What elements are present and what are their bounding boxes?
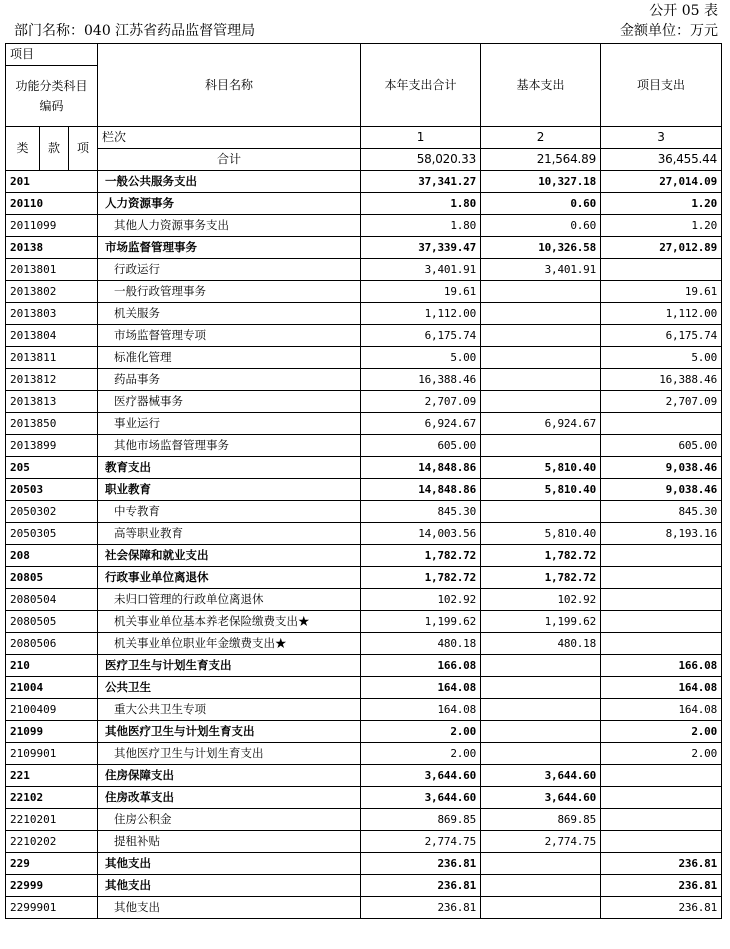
subject-name: 医疗卫生与计划生育支出 bbox=[98, 655, 361, 677]
function-code: 2080506 bbox=[6, 633, 98, 655]
subject-name: 未归口管理的行政单位离退休 bbox=[98, 589, 361, 611]
table-row bbox=[6, 325, 722, 347]
basic-expenditure bbox=[481, 347, 601, 369]
function-code: 221 bbox=[6, 765, 98, 787]
header-lanci: 栏次 bbox=[98, 127, 361, 149]
table-row bbox=[6, 655, 722, 677]
total-expenditure: 1.80 bbox=[361, 193, 481, 215]
header-project-expenditure: 项目支出 bbox=[601, 44, 722, 127]
basic-expenditure bbox=[481, 875, 601, 897]
basic-expenditure bbox=[481, 897, 601, 919]
project-expenditure: 2.00 bbox=[601, 743, 722, 765]
table-row bbox=[6, 699, 722, 721]
basic-expenditure: 6,924.67 bbox=[481, 413, 601, 435]
basic-expenditure: 869.85 bbox=[481, 809, 601, 831]
basic-expenditure: 480.18 bbox=[481, 633, 601, 655]
table-row bbox=[6, 369, 722, 391]
total-expenditure: 1,782.72 bbox=[361, 545, 481, 567]
table-row bbox=[6, 457, 722, 479]
subject-name: 其他支出 bbox=[98, 875, 361, 897]
total-sum: 58,020.33 bbox=[361, 149, 481, 171]
project-expenditure: 845.30 bbox=[601, 501, 722, 523]
subject-name: 机关服务 bbox=[98, 303, 361, 325]
subject-name: 事业运行 bbox=[98, 413, 361, 435]
subject-name: 市场监督管理专项 bbox=[98, 325, 361, 347]
table-row bbox=[6, 589, 722, 611]
total-expenditure: 14,848.86 bbox=[361, 479, 481, 501]
table-row bbox=[6, 281, 722, 303]
function-code: 2013813 bbox=[6, 391, 98, 413]
column-index-3: 3 bbox=[601, 127, 722, 149]
total-expenditure: 3,644.60 bbox=[361, 765, 481, 787]
total-expenditure: 3,644.60 bbox=[361, 787, 481, 809]
subject-name: 一般行政管理事务 bbox=[98, 281, 361, 303]
project-expenditure bbox=[601, 787, 722, 809]
subject-name: 住房改革支出 bbox=[98, 787, 361, 809]
table-row bbox=[6, 897, 722, 919]
total-expenditure: 164.08 bbox=[361, 699, 481, 721]
header-lei: 类 bbox=[6, 127, 40, 171]
total-expenditure: 166.08 bbox=[361, 655, 481, 677]
total-project: 36,455.44 bbox=[601, 149, 722, 171]
project-expenditure: 2.00 bbox=[601, 721, 722, 743]
basic-expenditure: 3,644.60 bbox=[481, 765, 601, 787]
header-kuan: 款 bbox=[40, 127, 69, 171]
header-subject-name: 科目名称 bbox=[98, 44, 361, 127]
basic-expenditure bbox=[481, 369, 601, 391]
project-expenditure: 8,193.16 bbox=[601, 523, 722, 545]
project-expenditure bbox=[601, 545, 722, 567]
header-xiang: 项 bbox=[69, 127, 98, 171]
subject-name: 其他支出 bbox=[98, 897, 361, 919]
header-basic: 基本支出 bbox=[481, 44, 601, 127]
total-expenditure: 236.81 bbox=[361, 897, 481, 919]
basic-expenditure bbox=[481, 325, 601, 347]
table-row bbox=[6, 215, 722, 237]
function-code: 2210201 bbox=[6, 809, 98, 831]
function-code: 20503 bbox=[6, 479, 98, 501]
total-label: 合计 bbox=[98, 149, 361, 171]
project-expenditure bbox=[601, 633, 722, 655]
project-expenditure: 164.08 bbox=[601, 677, 722, 699]
function-code: 21004 bbox=[6, 677, 98, 699]
project-expenditure: 605.00 bbox=[601, 435, 722, 457]
header-func-code: 功能分类科目编码 bbox=[6, 66, 98, 127]
basic-expenditure: 5,810.40 bbox=[481, 523, 601, 545]
total-expenditure: 869.85 bbox=[361, 809, 481, 831]
function-code: 2013803 bbox=[6, 303, 98, 325]
table-row bbox=[6, 611, 722, 633]
table-row bbox=[6, 743, 722, 765]
header-project: 项目 bbox=[6, 44, 98, 66]
expenditure-table bbox=[5, 43, 722, 919]
table-row bbox=[6, 347, 722, 369]
table-row bbox=[6, 677, 722, 699]
function-code: 20138 bbox=[6, 237, 98, 259]
function-code: 208 bbox=[6, 545, 98, 567]
table-row bbox=[6, 545, 722, 567]
function-code: 2299901 bbox=[6, 897, 98, 919]
subject-name: 其他支出 bbox=[98, 853, 361, 875]
project-expenditure: 236.81 bbox=[601, 897, 722, 919]
function-code: 2050302 bbox=[6, 501, 98, 523]
subject-name: 住房保障支出 bbox=[98, 765, 361, 787]
total-expenditure: 605.00 bbox=[361, 435, 481, 457]
function-code: 2013812 bbox=[6, 369, 98, 391]
subject-name: 市场监督管理事务 bbox=[98, 237, 361, 259]
function-code: 2013802 bbox=[6, 281, 98, 303]
basic-expenditure: 2,774.75 bbox=[481, 831, 601, 853]
table-row bbox=[6, 435, 722, 457]
project-expenditure: 9,038.46 bbox=[601, 457, 722, 479]
project-expenditure bbox=[601, 765, 722, 787]
subject-name: 一般公共服务支出 bbox=[98, 171, 361, 193]
column-index-1: 1 bbox=[361, 127, 481, 149]
table-row bbox=[6, 391, 722, 413]
project-expenditure: 236.81 bbox=[601, 875, 722, 897]
table-row bbox=[6, 237, 722, 259]
basic-expenditure bbox=[481, 853, 601, 875]
project-expenditure: 166.08 bbox=[601, 655, 722, 677]
function-code: 20805 bbox=[6, 567, 98, 589]
header-total: 本年支出合计 bbox=[361, 44, 481, 127]
project-expenditure bbox=[601, 831, 722, 853]
total-expenditure: 14,848.86 bbox=[361, 457, 481, 479]
table-number: 公开 05 表 bbox=[649, 3, 718, 19]
table-row bbox=[6, 809, 722, 831]
total-expenditure: 3,401.91 bbox=[361, 259, 481, 281]
project-expenditure: 6,175.74 bbox=[601, 325, 722, 347]
subject-name: 提租补贴 bbox=[98, 831, 361, 853]
basic-expenditure: 1,199.62 bbox=[481, 611, 601, 633]
table-row bbox=[6, 831, 722, 853]
total-basic: 21,564.89 bbox=[481, 149, 601, 171]
function-code: 205 bbox=[6, 457, 98, 479]
total-expenditure: 236.81 bbox=[361, 853, 481, 875]
basic-expenditure: 0.60 bbox=[481, 215, 601, 237]
total-expenditure: 37,341.27 bbox=[361, 171, 481, 193]
subject-name: 社会保障和就业支出 bbox=[98, 545, 361, 567]
total-expenditure: 37,339.47 bbox=[361, 237, 481, 259]
function-code: 2013804 bbox=[6, 325, 98, 347]
subject-name: 人力资源事务 bbox=[98, 193, 361, 215]
table-row bbox=[6, 567, 722, 589]
total-expenditure: 236.81 bbox=[361, 875, 481, 897]
project-expenditure bbox=[601, 567, 722, 589]
project-expenditure: 2,707.09 bbox=[601, 391, 722, 413]
project-expenditure bbox=[601, 589, 722, 611]
table-row bbox=[6, 303, 722, 325]
project-expenditure bbox=[601, 413, 722, 435]
project-expenditure: 19.61 bbox=[601, 281, 722, 303]
total-expenditure: 19.61 bbox=[361, 281, 481, 303]
basic-expenditure bbox=[481, 677, 601, 699]
function-code: 2109901 bbox=[6, 743, 98, 765]
basic-expenditure: 1,782.72 bbox=[481, 567, 601, 589]
basic-expenditure bbox=[481, 281, 601, 303]
function-code: 210 bbox=[6, 655, 98, 677]
subject-name: 其他人力资源事务支出 bbox=[98, 215, 361, 237]
total-expenditure: 164.08 bbox=[361, 677, 481, 699]
project-expenditure bbox=[601, 611, 722, 633]
basic-expenditure: 10,326.58 bbox=[481, 237, 601, 259]
function-code: 22999 bbox=[6, 875, 98, 897]
table-row bbox=[6, 523, 722, 545]
basic-expenditure: 5,810.40 bbox=[481, 457, 601, 479]
function-code: 22102 bbox=[6, 787, 98, 809]
table-row bbox=[6, 787, 722, 809]
basic-expenditure: 5,810.40 bbox=[481, 479, 601, 501]
subject-name: 医疗器械事务 bbox=[98, 391, 361, 413]
table-row bbox=[6, 193, 722, 215]
basic-expenditure: 3,644.60 bbox=[481, 787, 601, 809]
table-row bbox=[6, 171, 722, 193]
table-row bbox=[6, 721, 722, 743]
table-row bbox=[6, 413, 722, 435]
subject-name: 高等职业教育 bbox=[98, 523, 361, 545]
total-expenditure: 1,782.72 bbox=[361, 567, 481, 589]
function-code: 2080505 bbox=[6, 611, 98, 633]
basic-expenditure bbox=[481, 699, 601, 721]
subject-name: 职业教育 bbox=[98, 479, 361, 501]
project-expenditure: 27,012.89 bbox=[601, 237, 722, 259]
function-code: 2013850 bbox=[6, 413, 98, 435]
total-expenditure: 5.00 bbox=[361, 347, 481, 369]
project-expenditure: 236.81 bbox=[601, 853, 722, 875]
function-code: 2011099 bbox=[6, 215, 98, 237]
function-code: 2100409 bbox=[6, 699, 98, 721]
project-expenditure: 1.20 bbox=[601, 193, 722, 215]
subject-name: 其他市场监督管理事务 bbox=[98, 435, 361, 457]
function-code: 21099 bbox=[6, 721, 98, 743]
basic-expenditure bbox=[481, 303, 601, 325]
subject-name: 其他医疗卫生与计划生育支出 bbox=[98, 721, 361, 743]
subject-name: 公共卫生 bbox=[98, 677, 361, 699]
function-code: 229 bbox=[6, 853, 98, 875]
subject-name: 药品事务 bbox=[98, 369, 361, 391]
subject-name: 标准化管理 bbox=[98, 347, 361, 369]
basic-expenditure bbox=[481, 743, 601, 765]
total-expenditure: 2.00 bbox=[361, 743, 481, 765]
total-expenditure: 102.92 bbox=[361, 589, 481, 611]
total-expenditure: 2,707.09 bbox=[361, 391, 481, 413]
table-row bbox=[6, 875, 722, 897]
table-row bbox=[6, 765, 722, 787]
subject-name: 行政运行 bbox=[98, 259, 361, 281]
total-expenditure: 1,112.00 bbox=[361, 303, 481, 325]
basic-expenditure: 102.92 bbox=[481, 589, 601, 611]
table-row bbox=[6, 479, 722, 501]
table-row bbox=[6, 501, 722, 523]
total-expenditure: 14,003.56 bbox=[361, 523, 481, 545]
total-expenditure: 16,388.46 bbox=[361, 369, 481, 391]
function-code: 201 bbox=[6, 171, 98, 193]
function-code: 2050305 bbox=[6, 523, 98, 545]
subject-name: 重大公共卫生专项 bbox=[98, 699, 361, 721]
project-expenditure: 9,038.46 bbox=[601, 479, 722, 501]
project-expenditure bbox=[601, 809, 722, 831]
basic-expenditure bbox=[481, 435, 601, 457]
total-expenditure: 6,924.67 bbox=[361, 413, 481, 435]
total-expenditure: 1.80 bbox=[361, 215, 481, 237]
subject-name: 其他医疗卫生与计划生育支出 bbox=[98, 743, 361, 765]
total-expenditure: 6,175.74 bbox=[361, 325, 481, 347]
subject-name: 住房公积金 bbox=[98, 809, 361, 831]
table-row bbox=[6, 259, 722, 281]
project-expenditure: 16,388.46 bbox=[601, 369, 722, 391]
basic-expenditure: 1,782.72 bbox=[481, 545, 601, 567]
basic-expenditure: 3,401.91 bbox=[481, 259, 601, 281]
total-expenditure: 2,774.75 bbox=[361, 831, 481, 853]
basic-expenditure bbox=[481, 501, 601, 523]
table-row bbox=[6, 853, 722, 875]
function-code: 2013811 bbox=[6, 347, 98, 369]
amount-unit: 金额单位：万元 bbox=[620, 23, 718, 39]
table-row bbox=[6, 633, 722, 655]
basic-expenditure: 10,327.18 bbox=[481, 171, 601, 193]
subject-name: 行政事业单位离退休 bbox=[98, 567, 361, 589]
total-expenditure: 2.00 bbox=[361, 721, 481, 743]
subject-name: 机关事业单位职业年金缴费支出★ bbox=[98, 633, 361, 655]
basic-expenditure bbox=[481, 721, 601, 743]
function-code: 2013801 bbox=[6, 259, 98, 281]
project-expenditure: 164.08 bbox=[601, 699, 722, 721]
function-code: 2013899 bbox=[6, 435, 98, 457]
basic-expenditure bbox=[481, 391, 601, 413]
function-code: 20110 bbox=[6, 193, 98, 215]
function-code: 2080504 bbox=[6, 589, 98, 611]
project-expenditure: 27,014.09 bbox=[601, 171, 722, 193]
function-code: 2210202 bbox=[6, 831, 98, 853]
subject-name: 中专教育 bbox=[98, 501, 361, 523]
basic-expenditure: 0.60 bbox=[481, 193, 601, 215]
project-expenditure bbox=[601, 259, 722, 281]
total-expenditure: 480.18 bbox=[361, 633, 481, 655]
department-name: 部门名称：040 江苏省药品监督管理局 bbox=[14, 23, 256, 39]
total-expenditure: 845.30 bbox=[361, 501, 481, 523]
subject-name: 教育支出 bbox=[98, 457, 361, 479]
total-expenditure: 1,199.62 bbox=[361, 611, 481, 633]
basic-expenditure bbox=[481, 655, 601, 677]
project-expenditure: 1,112.00 bbox=[601, 303, 722, 325]
column-index-2: 2 bbox=[481, 127, 601, 149]
project-expenditure: 1.20 bbox=[601, 215, 722, 237]
subject-name: 机关事业单位基本养老保险缴费支出★ bbox=[98, 611, 361, 633]
project-expenditure: 5.00 bbox=[601, 347, 722, 369]
